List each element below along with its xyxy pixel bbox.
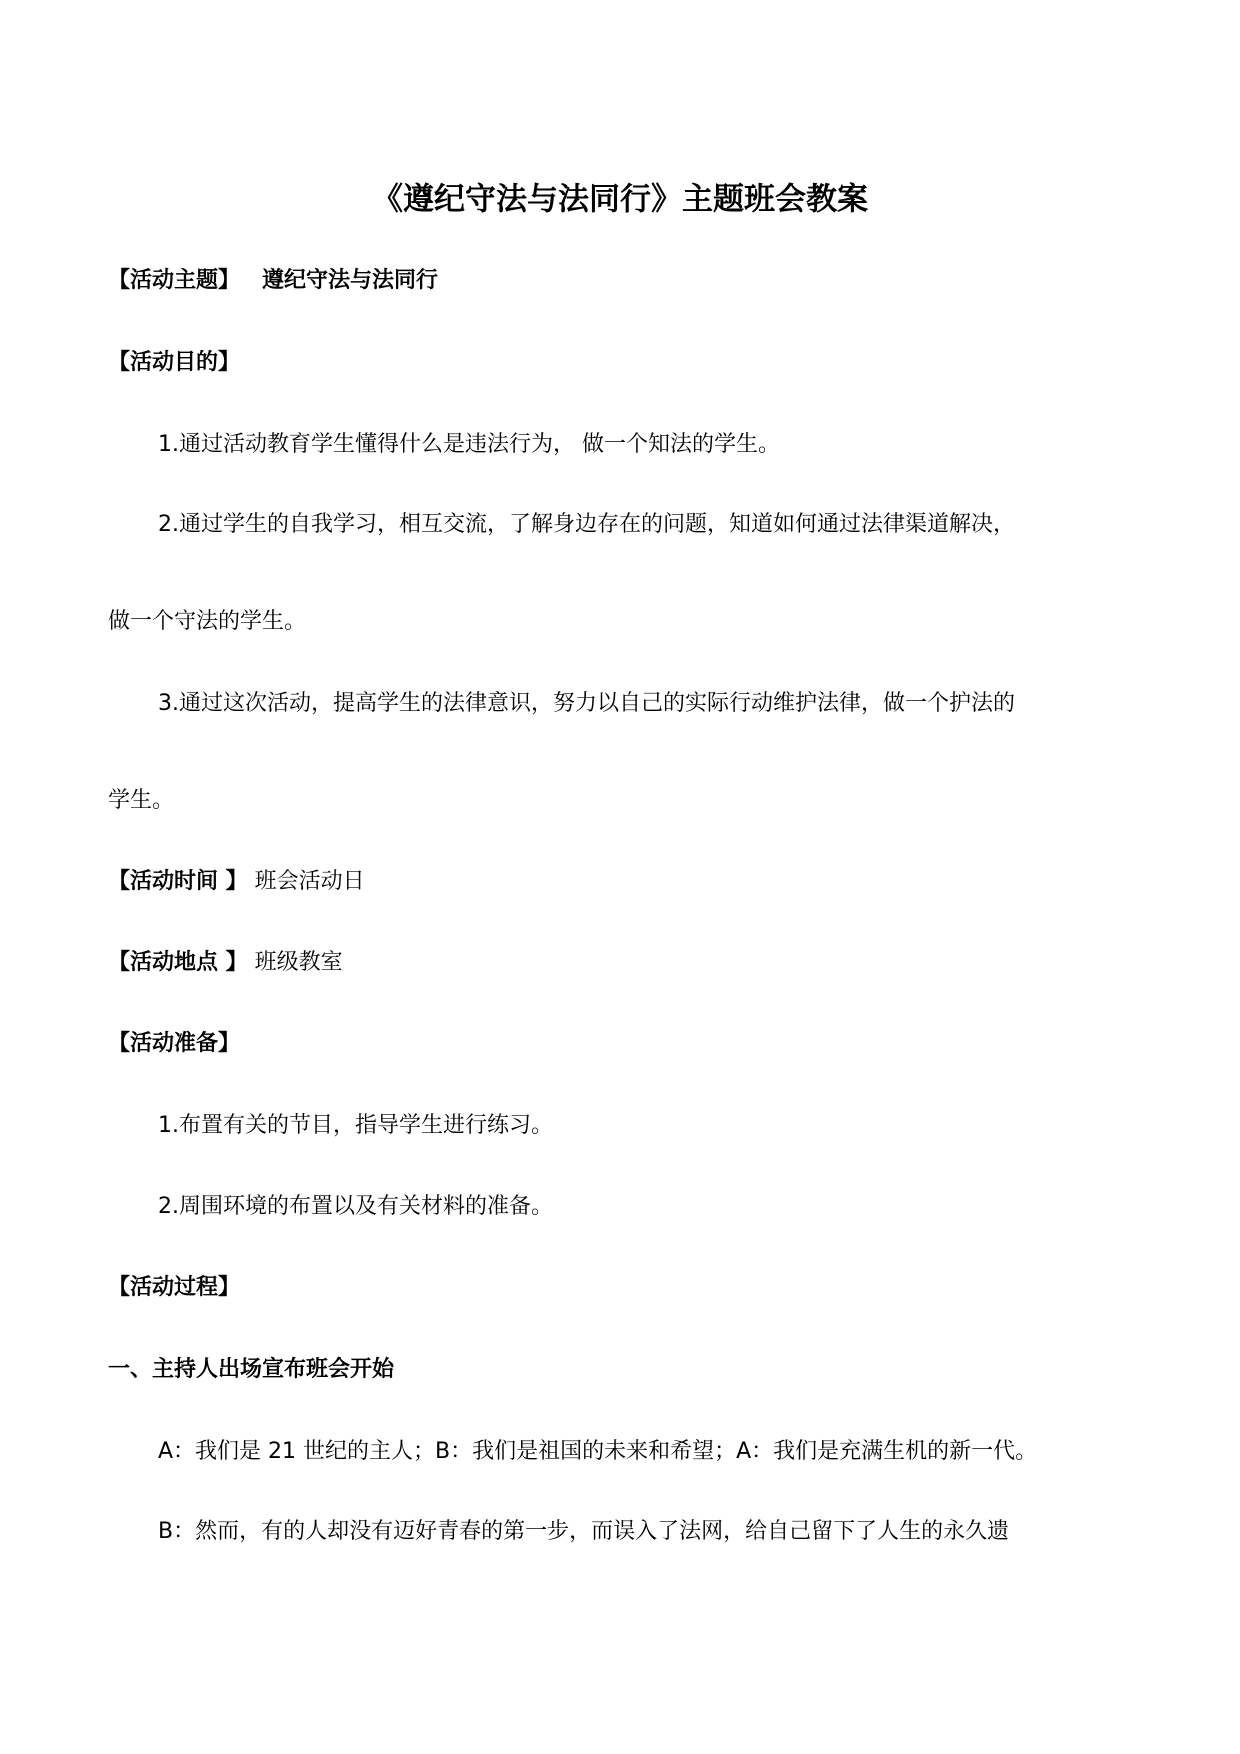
time-value: 班会活动日 [254,869,365,894]
theme-value: 遵纪守法与法同行 [262,268,439,293]
purpose-item-3: 3.通过这次活动，提高学生的法律意识，努力以自己的实际行动维护法律，做一个护法的 [158,691,1015,716]
time-label: 【活动时间 】 [108,869,248,894]
prep-heading: 【活动准备】 [108,1031,241,1056]
purpose-item-2: 2.通过学生的自我学习，相互交流，了解身边存在的问题，知道如何通过法律渠道解决， [158,512,1015,537]
section-heading-1: 一、主持人出场宣布班会开始 [108,1357,395,1382]
dialogue-line-1: A：我们是 21 世纪的主人；B：我们是祖国的未来和希望；A：我们是充满生机的新一代。 [158,1439,1038,1464]
place-label: 【活动地点 】 [108,950,248,975]
purpose-heading: 【活动目的】 [108,350,241,375]
dialogue-line-2: B：然而，有的人却没有迈好青春的第一步，而误入了法网，给自己留下了人生的永久遗 [158,1519,1010,1544]
document-title: 《遵纪守法与法同行》主题班会教案 [372,181,868,218]
prep-item-1: 1.布置有关的节目，指导学生进行练习。 [158,1113,553,1138]
place-row [108,948,343,978]
purpose-item-3-cont: 学生。 [108,788,175,813]
theme-label: 【活动主题】 [108,268,241,293]
place-value: 班级教室 [254,950,343,975]
purpose-item-1: 1.通过活动教育学生懂得什么是违法行为， 做一个知法的学生。 [158,432,780,457]
process-heading: 【活动过程】 [108,1275,241,1300]
time-row [108,867,365,897]
purpose-item-2-cont: 做一个守法的学生。 [108,609,307,634]
theme-row [108,266,438,296]
prep-item-2: 2.周围环境的布置以及有关材料的准备。 [158,1194,553,1219]
